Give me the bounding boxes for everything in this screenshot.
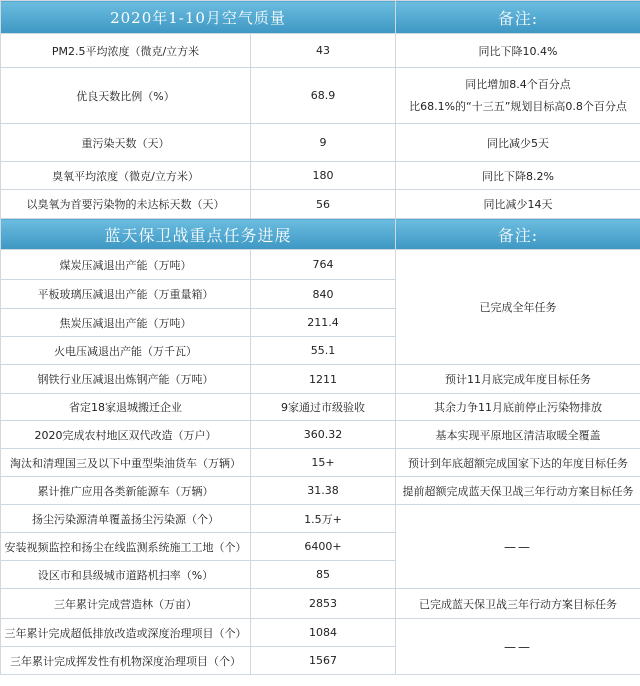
row-note: 同比下降8.2% <box>396 162 640 190</box>
row-item: 三年累计完成超低排放改造或深度治理项目（个） <box>1 619 251 647</box>
row-note: 同比下降10.4% <box>396 34 640 68</box>
section1-header-row <box>1 1 640 34</box>
table-row <box>1 124 640 162</box>
group-note-projects: —— <box>396 619 640 675</box>
table-row <box>1 34 640 68</box>
section2-title: 蓝天保卫战重点任务进展 <box>1 219 396 250</box>
row-value: 31.38 <box>251 477 396 505</box>
table-row <box>1 365 640 394</box>
row-item: 煤炭压减退出产能（万吨） <box>1 250 251 280</box>
table-row <box>1 421 640 449</box>
row-note-line: 同比增加8.4个百分点 <box>465 77 571 91</box>
section2-note-header: 备注: <box>396 219 640 250</box>
row-value: 68.9 <box>251 68 396 124</box>
table-row <box>1 250 640 280</box>
row-item: 三年累计完成挥发性有机物深度治理项目（个） <box>1 647 251 675</box>
row-item: 安装视频监控和扬尘在线监测系统施工工地（个） <box>1 533 251 561</box>
row-item: 累计推广应用各类新能源车（万辆） <box>1 477 251 505</box>
section1-note-header: 备注: <box>396 1 640 34</box>
table-row <box>1 589 640 619</box>
row-value: 2853 <box>251 589 396 619</box>
table-row <box>1 190 640 219</box>
row-value: 9家通过市级验收 <box>251 394 396 421</box>
row-item: 设区市和县级城市道路机扫率（%） <box>1 561 251 589</box>
row-item: 三年累计完成营造林（万亩） <box>1 589 251 619</box>
row-note: 其余力争11月底前停止污染物排放 <box>396 394 640 421</box>
row-value: 9 <box>251 124 396 162</box>
row-note: 基本实现平原地区清洁取暖全覆盖 <box>396 421 640 449</box>
row-value: 180 <box>251 162 396 190</box>
table-row <box>1 394 640 421</box>
row-note <box>396 68 640 124</box>
row-item: 2020完成农村地区双代改造（万户） <box>1 421 251 449</box>
row-note: 提前超额完成蓝天保卫战三年行动方案目标任务 <box>396 477 640 505</box>
table-row <box>1 477 640 505</box>
row-item: 以臭氧为首要污染物的未达标天数（天） <box>1 190 251 219</box>
group-note-dust: —— <box>396 505 640 589</box>
row-item: 平板玻璃压减退出产能（万重量箱） <box>1 280 251 309</box>
row-value: 764 <box>251 250 396 280</box>
row-value: 840 <box>251 280 396 309</box>
row-value: 1567 <box>251 647 396 675</box>
row-value: 55.1 <box>251 337 396 365</box>
row-note: 预计到年底超额完成国家下达的年度目标任务 <box>396 449 640 477</box>
row-value: 6400+ <box>251 533 396 561</box>
row-item: PM2.5平均浓度（微克/立方米 <box>1 34 251 68</box>
row-item: 重污染天数（天） <box>1 124 251 162</box>
section2-header-row <box>1 219 640 250</box>
row-item: 火电压减退出产能（万千瓦） <box>1 337 251 365</box>
row-note: 同比减少14天 <box>396 190 640 219</box>
row-value: 360.32 <box>251 421 396 449</box>
row-note-line: 比68.1%的“十三五”规划目标高0.8个百分点 <box>409 99 627 113</box>
row-note: 预计11月底完成年度目标任务 <box>396 365 640 394</box>
section1-title: 2020年1-10月空气质量 <box>1 1 396 34</box>
row-value: 211.4 <box>251 309 396 337</box>
row-note: 同比减少5天 <box>396 124 640 162</box>
row-value: 15+ <box>251 449 396 477</box>
row-item: 臭氧平均浓度（微克/立方米） <box>1 162 251 190</box>
row-value: 56 <box>251 190 396 219</box>
row-value: 1.5万+ <box>251 505 396 533</box>
table-row <box>1 619 640 647</box>
row-item: 省定18家退城搬迁企业 <box>1 394 251 421</box>
row-value: 1211 <box>251 365 396 394</box>
table-row <box>1 505 640 533</box>
table-row <box>1 162 640 190</box>
row-value: 1084 <box>251 619 396 647</box>
group-note-capacity: 已完成全年任务 <box>396 250 640 365</box>
table-row <box>1 449 640 477</box>
row-value: 85 <box>251 561 396 589</box>
row-item: 优良天数比例（%） <box>1 68 251 124</box>
row-item: 钢铁行业压减退出炼钢产能（万吨） <box>1 365 251 394</box>
row-note: 已完成蓝天保卫战三年行动方案目标任务 <box>396 589 640 619</box>
table-row <box>1 68 640 124</box>
row-item: 扬尘污染源清单覆盖扬尘污染源（个） <box>1 505 251 533</box>
row-value: 43 <box>251 34 396 68</box>
row-item: 淘汰和清理国三及以下中重型柴油货车（万辆） <box>1 449 251 477</box>
row-item: 焦炭压减退出产能（万吨） <box>1 309 251 337</box>
